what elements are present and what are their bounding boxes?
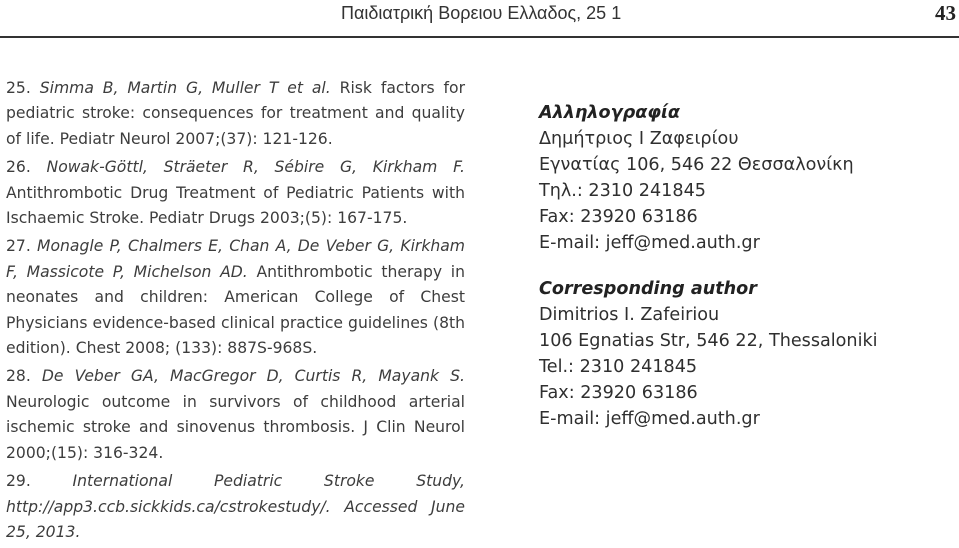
reference-number: 25. [6,79,31,97]
reference-authors: International Pediatric Stroke Study, http://app3.ccb.sickkids.ca/cstrokestudy/. Accessed June 25, 2013. [6,472,465,541]
reference-text: Antithrombotic Drug Treatment of Pediatric Patients with Ischaemic Stroke. Pediatr Drugs 2003;(5): 167-175. [6,183,465,228]
reference-authors: Monagle P, Chalmers E, Chan A, De Veber G, Kirkham F, Massicote P, Michelson AD. [6,237,465,281]
reference-number: 29. [6,472,31,491]
section-gap [539,256,949,276]
reference-authors: Nowak-Göttl, Sträeter R, Sébire G, Kirkham F. [46,158,465,177]
correspondence-block [539,100,949,432]
contact-name-english: Dimitrios I. Zafeiriou [539,305,720,325]
journal-title: Παιδιατρική Βορειου Ελλαδος, 25 1 [341,3,622,23]
contact-fax-english: Fax: 23920 63186 [539,383,698,403]
contact-phone-english: Tel.: 2310 241845 [539,357,698,377]
contact-address-greek: Εγνατίας 106, 546 22 Θεσσαλονίκη [539,155,854,175]
contact-email-greek: E-mail: jeff@med.auth.gr [539,233,760,253]
header-rule [0,36,959,38]
contact-email-english: E-mail: jeff@med.auth.gr [539,409,760,429]
reference-list [6,76,465,548]
contact-phone-greek: Τηλ.: 2310 241845 [539,181,706,201]
reference-item [6,234,465,361]
reference-number: 28. [6,367,31,386]
reference-text: Risk factors for pediatric stroke: consequences for treatment and quality of life. Pediatr Neurol 2007;(37): 121-126. [6,79,465,148]
reference-item [6,364,465,466]
reference-text: Antithrombotic therapy in neonates and children: American College of Chest Physicians evidence-based clinical practice guidelines (8th edition). Chest 2008; (133): 887S-968S. [6,262,465,358]
page-number: 43 [935,1,956,25]
reference-authors: Simma B, Martin G, Muller T et al. [39,79,331,97]
page-header [0,0,959,36]
contact-name-greek: Δημήτριος Ι Ζαφειρίου [539,129,739,149]
reference-number: 27. [6,237,31,256]
reference-number: 26. [6,158,31,177]
reference-authors: De Veber GA, MacGregor D, Curtis R, Mayank S. [41,367,465,386]
contact-address-english: 106 Egnatias Str, 546 22, Thessaloniki [539,331,878,351]
correspondence-heading-english: Corresponding author [539,279,757,299]
reference-text: Neurologic outcome in survivors of childhood arterial ischemic stroke and sinovenus thrombosis. J Clin Neurol 2000;(15): 316-324. [6,392,465,462]
correspondence-heading-greek: Αλληλογραφία [539,103,680,123]
reference-item [6,469,465,545]
reference-item [6,155,465,231]
reference-item [6,76,465,152]
contact-fax-greek: Fax: 23920 63186 [539,207,698,227]
